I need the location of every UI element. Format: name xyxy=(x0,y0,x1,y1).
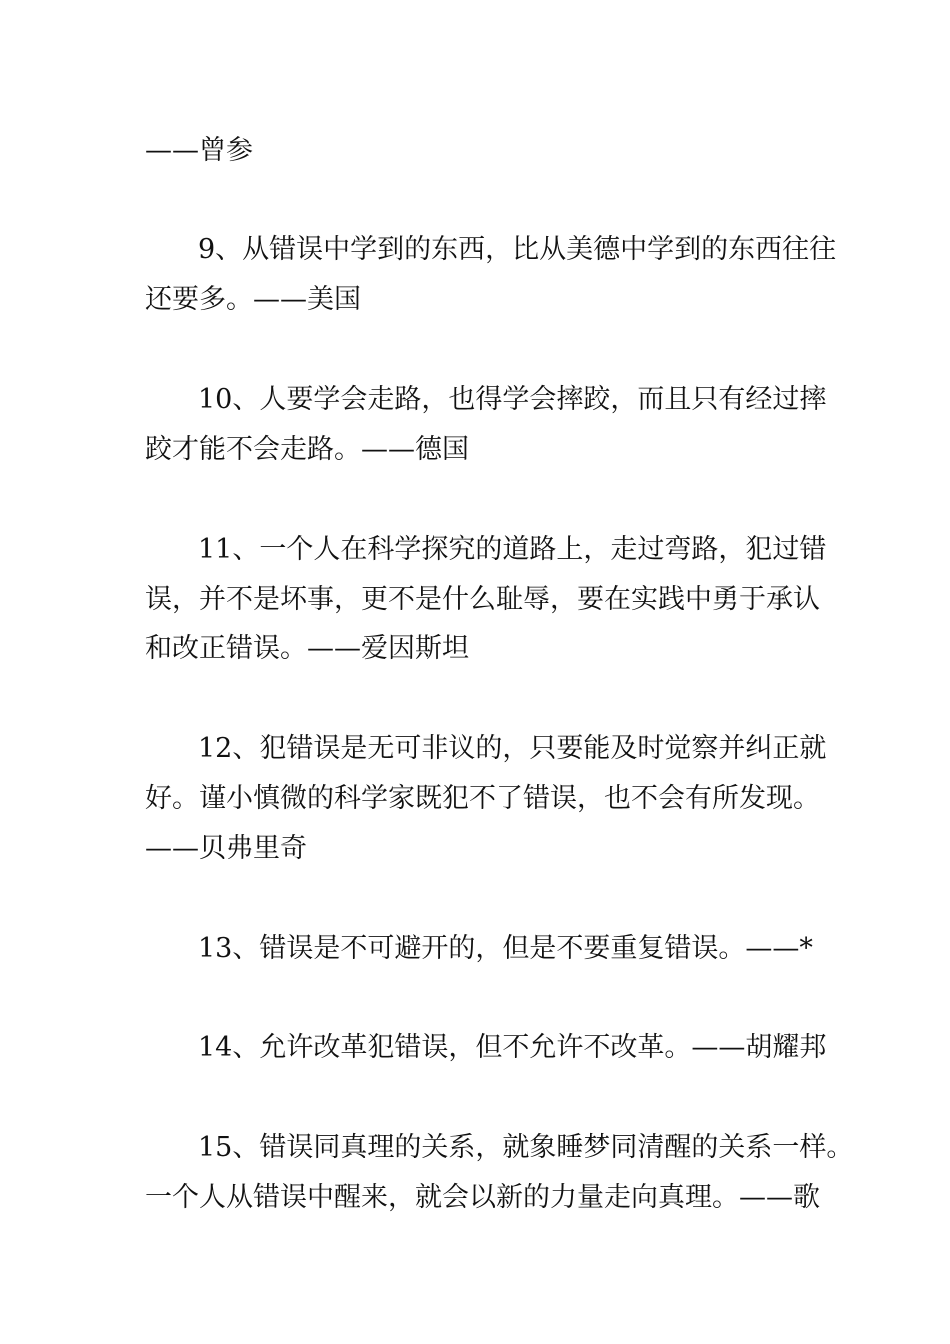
quote-10-line-2: 跤才能不会走路。——德国 xyxy=(145,434,469,465)
quote-15-line-2: 一个人从错误中醒来，就会以新的力量走向真理。——歌 xyxy=(145,1182,820,1213)
quote-11-line-1: 11、一个人在科学探究的道路上，走过弯路，犯过错 xyxy=(198,534,827,565)
quote-11-line-2: 误，并不是坏事，更不是什么耻辱，要在实践中勇于承认 xyxy=(145,584,820,615)
quote-9-line-1: 9、从错误中学到的东西，比从美德中学到的东西往往 xyxy=(198,234,837,265)
quote-14-line: 14、允许改革犯错误，但不允许不改革。——胡耀邦 xyxy=(198,1032,827,1063)
quote-12-line-1: 12、犯错误是无可非议的，只要能及时觉察并纠正就 xyxy=(198,733,827,764)
quote-13-line: 13、错误是不可避开的，但是不要重复错误。——* xyxy=(198,933,813,964)
quote-12-line-3: ——贝弗里奇 xyxy=(145,833,307,864)
quote-11-line-3: 和改正错误。——爱因斯坦 xyxy=(145,633,469,664)
quote-10-line-1: 10、人要学会走路，也得学会摔跤，而且只有经过摔 xyxy=(198,384,827,415)
quote-12-line-2: 好。谨小慎微的科学家既犯不了错误，也不会有所发现。 xyxy=(145,783,820,814)
quote-attribution-line: ——曾参 xyxy=(145,135,253,166)
quote-15-line-1: 15、错误同真理的关系，就象睡梦同清醒的关系一样。 xyxy=(198,1132,854,1163)
quote-9-line-2: 还要多。——美国 xyxy=(145,284,361,315)
